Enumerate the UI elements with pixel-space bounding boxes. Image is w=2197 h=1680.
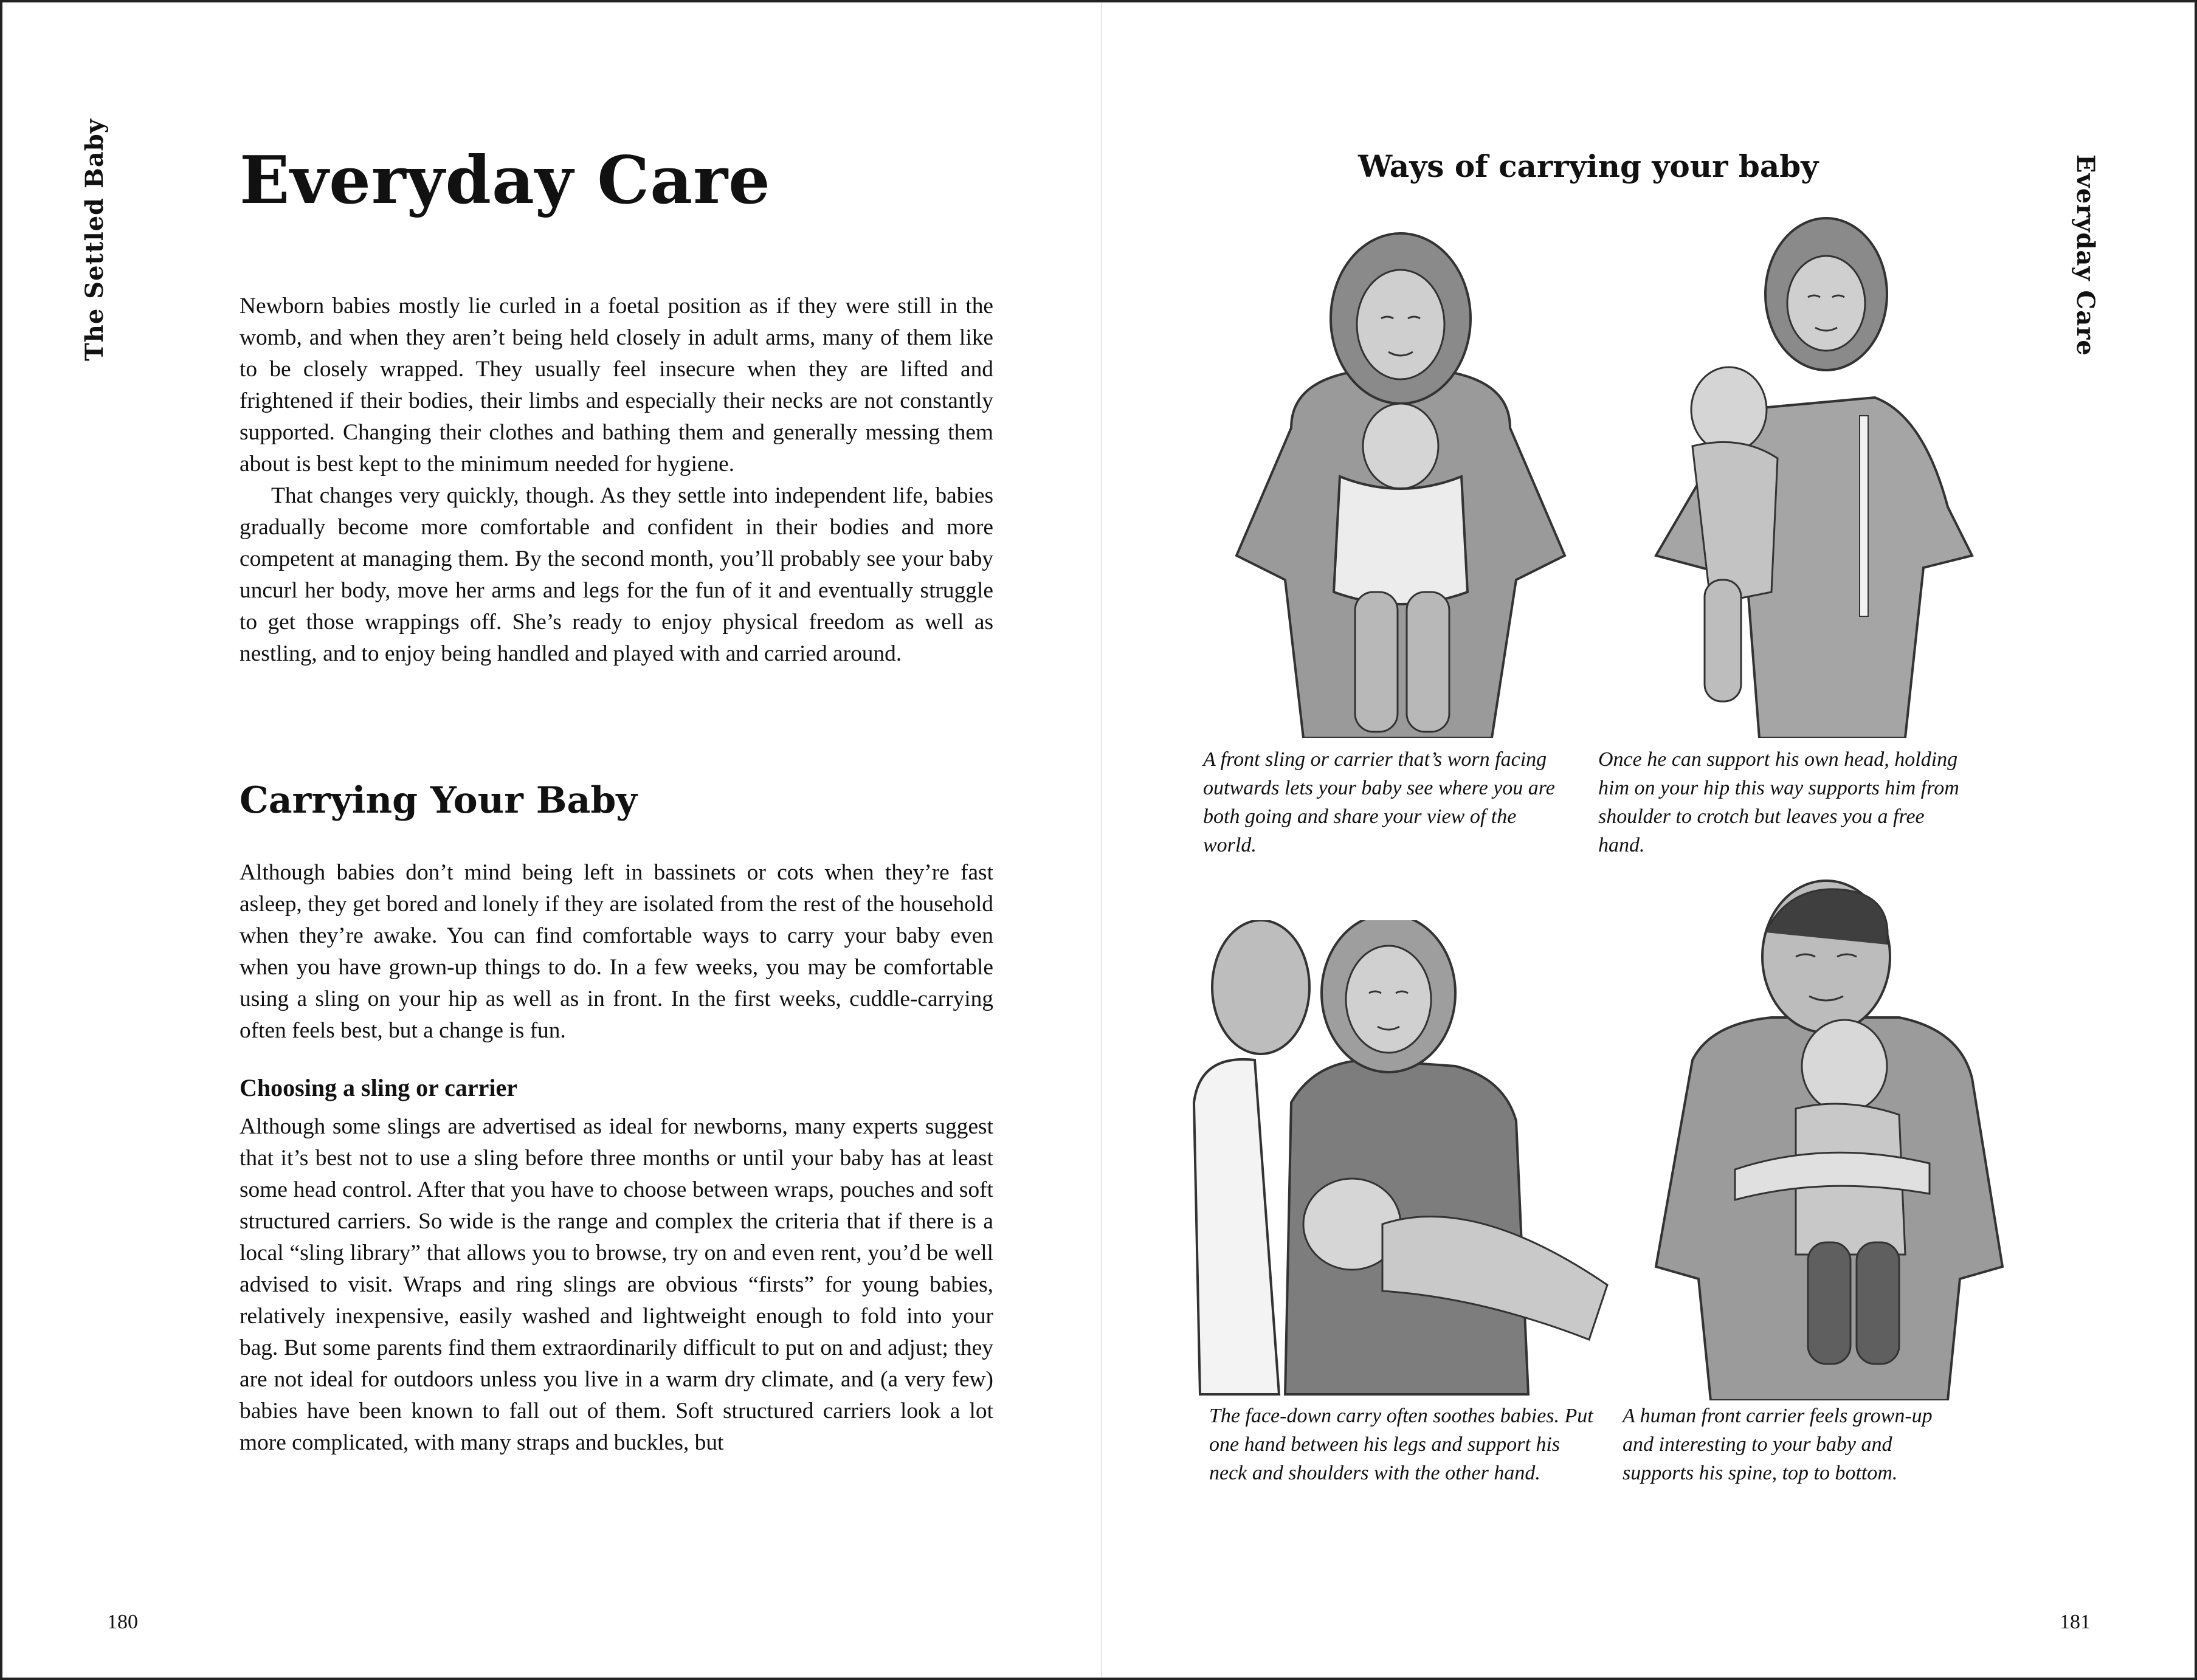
intro-text [240, 291, 993, 670]
section-text [240, 857, 993, 1047]
intro-paragraph-1: Newborn babies mostly lie curled in a foetal position as if they were still in the womb, and when they aren’t being held closely in adult arms, many of them like to be closely wrapped. They usually feel insecure when they are lifted and frightened if their bodies, their limbs and especially their necks are not constantly supported. Changing their clothes and bathing them and generally messing them about is best kept to the minimum needed for hygiene. [240, 294, 993, 477]
illustration-hip-carry [1619, 215, 1984, 738]
caption-front-carrier: A front sling or carrier that’s worn facing outwards lets your baby see where you are both going and share your view of the world. [1203, 748, 1555, 856]
intro-paragraph-2: That changes very quickly, though. As they settle into independent life, babies gradually become more comfortable and confident in their bodies and more competent at managing them. By the second month, you’ll probably see your baby uncurl her body, move her arms and legs for the fun of it and eventually struggle to get those wrappings off. She’s ready to enjoy physical freedom as well as nestling, and to enjoy being handled and played with and carried around. [240, 483, 993, 666]
chapter-title: Everyday Care [240, 142, 771, 219]
caption-face-down-carry: The face-down carry often soothes babies. Put one hand between his legs and support his neck and shoulders with the other hand. [1209, 1405, 1593, 1484]
running-head-left: The Settled Baby [80, 119, 109, 361]
page-number-left: 180 [107, 1611, 138, 1633]
subsection-paragraph: Although some slings are advertised as ideal for newborns, many experts suggest that it’s best not to use a sling before three months or until your baby has at least some head control. After that you have to choose between wraps, pouches and soft structured carriers. So wide is the range and complex the criteria that if there is a local “sling library” that allows you to browse, try on and even rent, you’d be well advised to visit. Wraps and ring slings are obvious “firsts” for young babies, relatively inexpensive, easily washed and lightweight enough to fold into your bag. But some parents find them extraordinarily difficult to put on and adjust; they are not ideal for outdoors unless you live in a warm dry climate, and (a very few) babies have been known to fall out of them. Soft structured carriers look a lot more complicated, with many straps and buckles, but [240, 1114, 993, 1455]
illustration-front-carrier [1224, 215, 1577, 738]
subsection-text [240, 1111, 993, 1459]
hip-carry-drawing [1619, 215, 1984, 738]
figure-title: Ways of carrying your baby [1358, 148, 1819, 184]
gutter-divider [1101, 2, 1102, 1678]
caption-human-front-carrier: A human front carrier feels grown-up and interesting to your baby and supports his spine, top to bottom. [1623, 1405, 1933, 1484]
human-front-carrier-drawing [1644, 878, 2009, 1400]
section-heading: Carrying Your Baby [240, 779, 638, 822]
illustration-face-down-carry [1188, 920, 1613, 1400]
section-paragraph: Although babies don’t mind being left in bassinets or cots when they’re fast asleep, they get bored and lonely if they are isolated from the rest of the household when they’re awake. You can find comfortable ways to carry your baby even when you have grown-up things to do. In a few weeks, you may be comfortable using a sling on your hip as well as in front. In the first weeks, cuddle-carrying often feels best, but a change is fun. [240, 860, 993, 1043]
subsection-heading: Choosing a sling or carrier [240, 1074, 518, 1101]
illustration-human-front-carrier [1644, 878, 2009, 1400]
caption-hip-carry: Once he can support his own head, holding him on your hip this way supports him from shoulder to crotch but leaves you a free hand. [1598, 748, 1959, 856]
face-down-carry-drawing [1188, 920, 1613, 1400]
front-carrier-drawing [1224, 215, 1577, 738]
page-number-right: 181 [2060, 1611, 2091, 1633]
running-head-right: Everyday Care [2071, 154, 2100, 356]
